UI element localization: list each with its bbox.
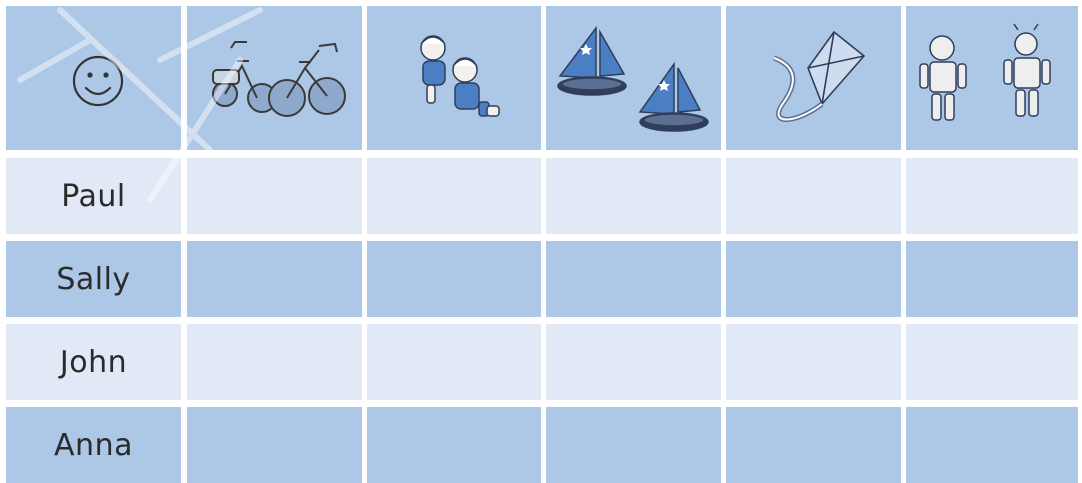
table-cell[interactable] [187,241,362,317]
table-cell[interactable] [906,324,1078,400]
row-name-cell [6,324,181,400]
table-cell[interactable] [367,407,541,483]
dolls-icon [367,6,541,150]
kite-icon [726,6,901,150]
table-cell[interactable] [187,324,362,400]
table-cell[interactable] [367,158,541,234]
header-cell-robots [906,6,1078,150]
table-cell[interactable] [906,158,1078,234]
table-cell[interactable] [546,407,721,483]
table-cell[interactable] [546,241,721,317]
header-cell-smiley [6,6,181,150]
table-cell[interactable] [726,407,901,483]
table-cell[interactable] [546,158,721,234]
table-cell[interactable] [726,158,901,234]
table-cell[interactable] [546,324,721,400]
row-name-label: Sally [56,261,131,297]
sailboats-icon [546,6,721,150]
table-cell[interactable] [187,407,362,483]
table-cell[interactable] [367,241,541,317]
header-cell-bicycles [187,6,362,150]
row-name-label: Anna [54,427,133,463]
row-name-cell [6,241,181,317]
table-cell[interactable] [367,324,541,400]
table-cell[interactable] [906,241,1078,317]
row-name-cell [6,158,181,234]
header-cell-kite [726,6,901,150]
table-cell[interactable] [906,407,1078,483]
tricycle-and-bicycle-icon [187,6,362,150]
row-name-cell [6,407,181,483]
row-name-label: Paul [61,178,126,214]
table-cell[interactable] [726,324,901,400]
header-cell-dolls [367,6,541,150]
row-name-label: John [59,344,128,380]
table-cell[interactable] [726,241,901,317]
table-cell[interactable] [187,158,362,234]
robots-icon [906,6,1078,150]
header-cell-boats [546,6,721,150]
smiley-face-icon [6,6,181,150]
